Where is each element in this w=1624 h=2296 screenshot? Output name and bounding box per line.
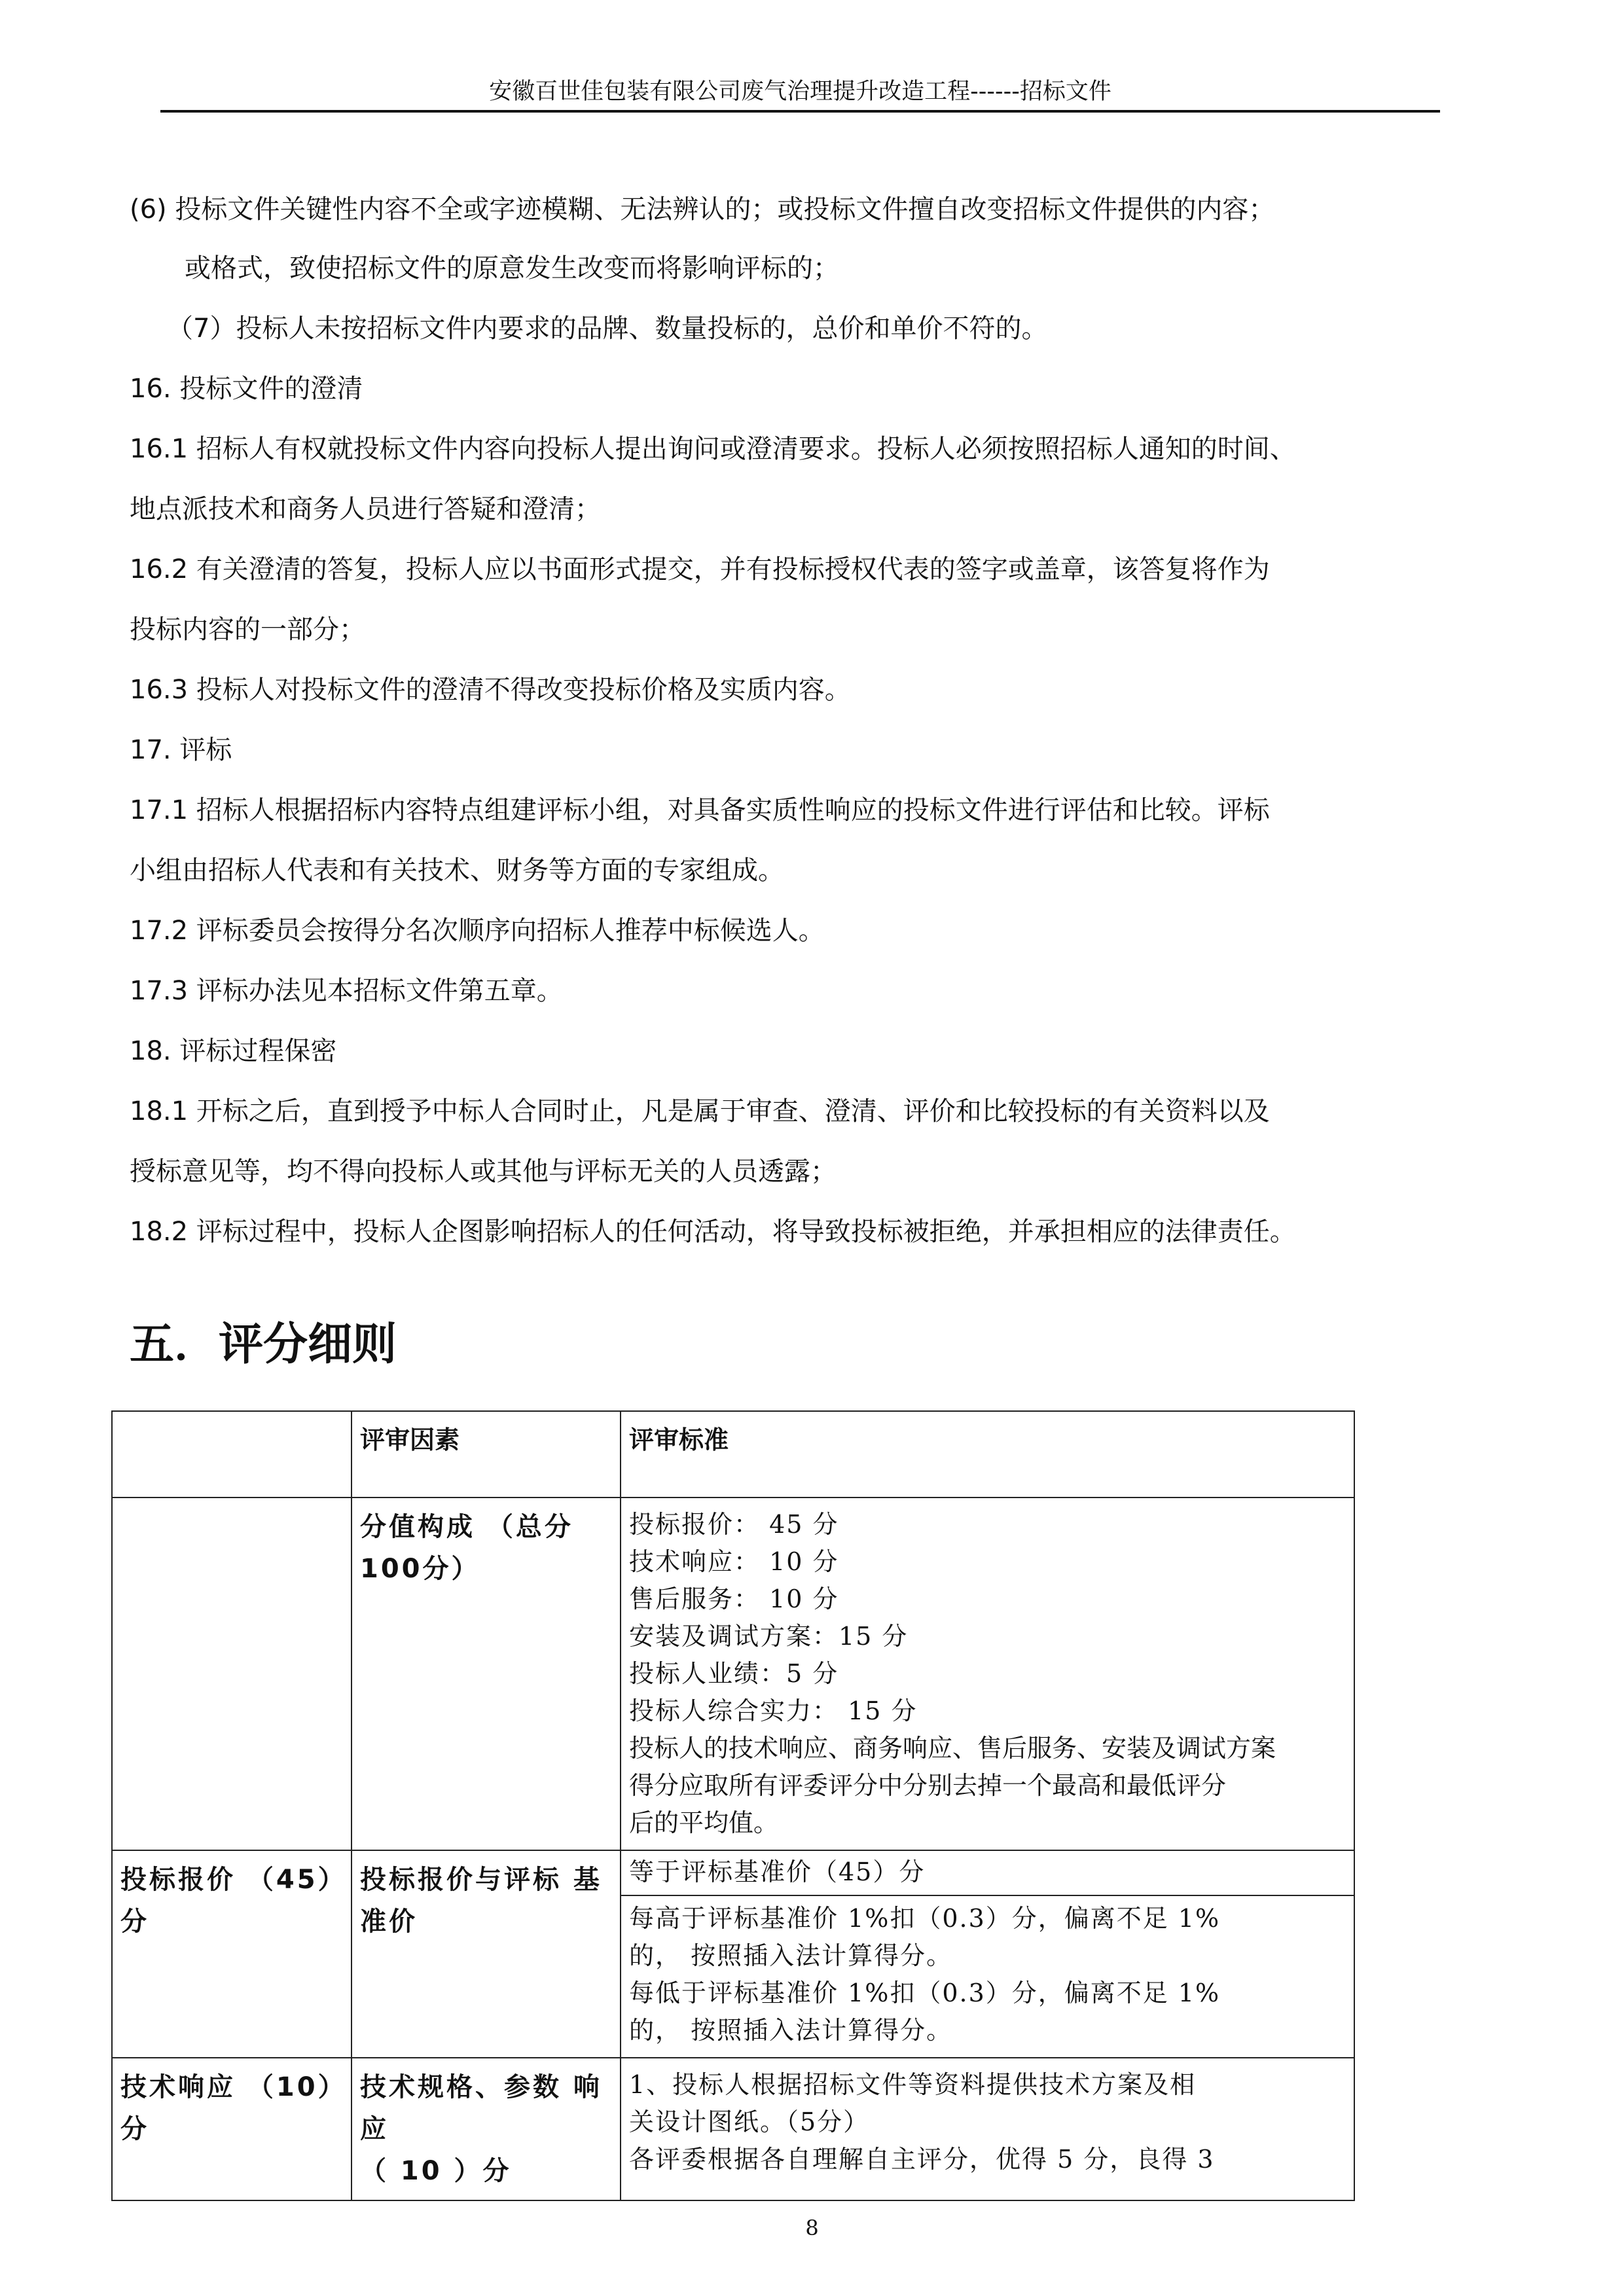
standard-note: 投标人的技术响应、商务响应、售后服务、安装及调试方案 (629, 1734, 1276, 1763)
table-cell (621, 1498, 1354, 1850)
body-line: 17. 评标 (130, 735, 232, 765)
table-cell (352, 1850, 621, 2058)
standard-subrow (621, 1895, 1354, 2049)
standard-line: 每高于评标基准价 1%扣（0.3）分，偏离不足 1% (629, 1904, 1221, 1933)
body-line: 投标内容的一部分； (130, 615, 365, 645)
body-line: 17.1 招标人根据招标内容特点组建评标小组，对具备实质性响应的投标文件进行评估和比较。评标 (130, 795, 1270, 825)
table-cell (112, 1498, 352, 1850)
standard-line: 1、投标人根据招标文件等资料提供技术方案及相 (629, 2070, 1197, 2099)
table-row (112, 1498, 1354, 1850)
standard-line: 每低于评标基准价 1%扣（0.3）分，偏离不足 1% (629, 1979, 1221, 2007)
table-cell (621, 2058, 1354, 2200)
standard-note: 得分应取所有评委评分中分别去掉一个最高和最低评分 (629, 1771, 1227, 1800)
body-line: 或格式，致使招标文件的原意发生改变而将影响评标的； (185, 253, 839, 283)
table-header-row (112, 1411, 1354, 1498)
body-line: 地点派技术和商务人员进行答疑和澄清； (130, 494, 601, 524)
standard-line: 安装及调试方案：15 分 (629, 1622, 909, 1651)
section-title: 五．评分细则 (130, 1319, 397, 1371)
scoring-table (111, 1410, 1355, 2201)
body-line: 17.3 评标办法见本招标文件第五章。 (130, 976, 563, 1006)
body-line: 17.2 评标委员会按得分名次顺序向招标人推荐中标候选人。 (130, 916, 825, 946)
body-line: （7）投标人未按招标文件内要求的品牌、数量投标的，总价和单价不符的。 (167, 314, 1048, 344)
factor-label: 技术规格、参数 响应 (360, 2072, 602, 2144)
category-label: 技术响应 （10）分 (120, 2072, 334, 2144)
body-line: 小组由招标人代表和有关技术、财务等方面的专家组成。 (130, 855, 784, 886)
body-line: 16. 投标文件的澄清 (130, 374, 363, 404)
standard-line: 等于评标基准价（45）分 (629, 1857, 926, 1886)
table-row (112, 1850, 1354, 2058)
table-cell (352, 2058, 621, 2200)
table-header-cell: 评审因素 (352, 1411, 621, 1498)
standard-line: 投标人综合实力： 15 分 (629, 1696, 918, 1725)
standard-line: 售后服务： 10 分 (629, 1585, 839, 1613)
factor-label: 分值构成 （总分 100分） (360, 1512, 573, 1584)
body-line: 18. 评标过程保密 (130, 1036, 337, 1066)
factor-label: 投标报价与评标 基准价 (360, 1865, 602, 1937)
body-line: 16.3 投标人对投标文件的澄清不得改变投标价格及实质内容。 (130, 675, 851, 705)
table-cell (112, 1850, 352, 2058)
factor-score: （ 10 ）分 (360, 2156, 512, 2186)
category-label: 投标报价 （45）分 (120, 1865, 334, 1937)
header-divider (160, 110, 1440, 113)
table-cell (621, 1850, 1354, 2058)
table-header-cell: 评审标准 (621, 1411, 1354, 1498)
standard-note: 后的平均值。 (629, 1808, 779, 1837)
table-cell (112, 2058, 352, 2200)
body-line: 16.1 招标人有权就投标文件内容向投标人提出询问或澄清要求。投标人必须按照招标人通知的时间、 (130, 434, 1296, 464)
body-line: 18.1 开标之后，直到授予中标人合同时止，凡是属于审查、澄清、评价和比较投标的有关资料以及 (130, 1096, 1270, 1126)
standard-line: 技术响应： 10 分 (629, 1547, 839, 1576)
body-line: 16.2 有关澄清的答复，投标人应以书面形式提交，并有投标授权代表的签字或盖章，该答复将作为 (130, 554, 1270, 584)
standard-line: 投标人业绩：5 分 (629, 1659, 839, 1688)
standard-line: 各评委根据各自理解自主评分，优得 5 分，良得 3 (629, 2145, 1215, 2174)
standard-line: 投标报价： 45 分 (629, 1510, 839, 1539)
standard-line: 的， 按照插入法计算得分。 (629, 2016, 953, 2045)
standard-line: 关设计图纸。（5分） (629, 2108, 870, 2136)
table-cell (352, 1498, 621, 1850)
table-header-cell (112, 1411, 352, 1498)
document-header: 安徽百世佳包装有限公司废气治理提升改造工程------招标文件 (489, 79, 1111, 105)
body-line: 授标意见等，均不得向投标人或其他与评标无关的人员透露； (130, 1157, 837, 1187)
table-row (112, 2058, 1354, 2200)
body-line: (6) 投标文件关键性内容不全或字迹模糊、无法辨认的；或投标文件擅自改变招标文件提供的内容； (130, 194, 1275, 224)
standard-line: 的， 按照插入法计算得分。 (629, 1941, 953, 1970)
page-number: 8 (805, 2215, 819, 2240)
body-line: 18.2 评标过程中，投标人企图影响招标人的任何活动，将导致投标被拒绝，并承担相应的法律责任。 (130, 1217, 1296, 1247)
